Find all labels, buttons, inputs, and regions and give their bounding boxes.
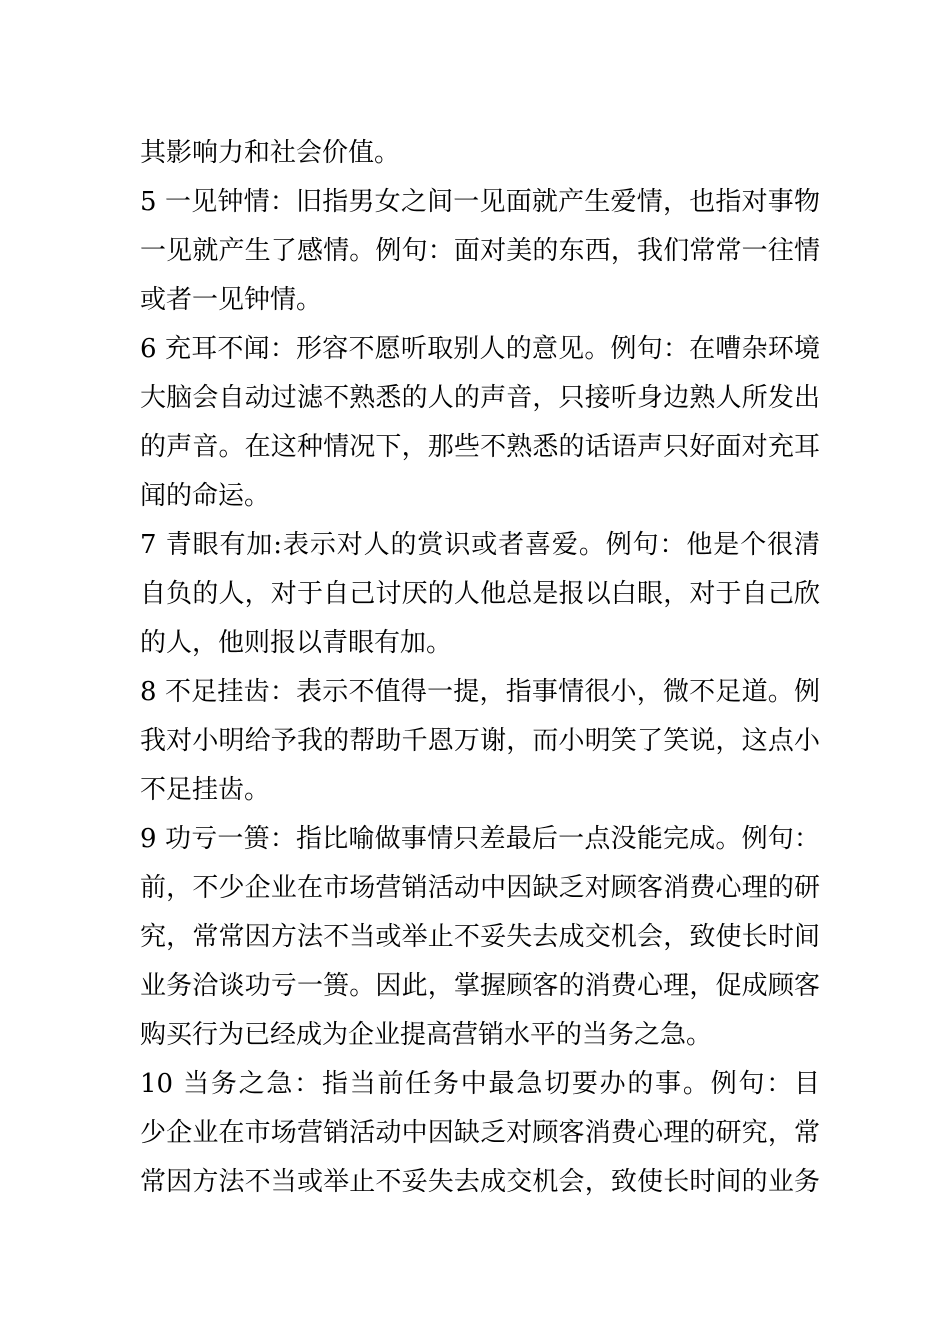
text-line: 我对小明给予我的帮助千恩万谢，而小明笑了笑说，这点小 <box>140 726 820 756</box>
text-line: 8 不足挂齿：表示不值得一提，指事情很小，微不足道。例 <box>140 677 820 707</box>
text-line: 一见就产生了感情。例句：面对美的东西，我们常常一往情 <box>140 236 820 266</box>
text-line: 闻的命运。 <box>140 481 271 511</box>
text-line: 9 功亏一篑：指比喻做事情只差最后一点没能完成。例句： <box>140 824 820 854</box>
text-line: 大脑会自动过滤不熟悉的人的声音，只接听身边熟人所发出 <box>140 383 820 413</box>
text-line: 常因方法不当或举止不妥失去成交机会，致使长时间的业务 <box>140 1167 820 1197</box>
text-line: 的人，他则报以青眼有加。 <box>140 628 453 658</box>
text-line: 业务洽谈功亏一篑。因此，掌握顾客的消费心理，促成顾客 <box>140 971 820 1001</box>
text-line: 购买行为已经成为企业提高营销水平的当务之急。 <box>140 1020 713 1050</box>
text-line: 少企业在市场营销活动中因缺乏对顾客消费心理的研究，常 <box>140 1118 820 1148</box>
text-line: 究，常常因方法不当或举止不妥失去成交机会，致使长时间 <box>140 922 820 952</box>
text-line: 10 当务之急：指当前任务中最急切要办的事。例句：目 <box>140 1069 820 1099</box>
text-line: 或者一见钟情。 <box>140 285 323 315</box>
text-line: 自负的人，对于自己讨厌的人他总是报以白眼，对于自己欣 <box>140 579 820 609</box>
text-line: 6 充耳不闻：形容不愿听取别人的意见。例句：在嘈杂环境 <box>140 334 820 364</box>
document-body <box>140 129 820 1207</box>
text-line: 7 青眼有加:表示对人的赏识或者喜爱。例句：他是个很清 <box>140 530 820 560</box>
text-line: 的声音。在这种情况下，那些不熟悉的话语声只好面对充耳 <box>140 432 820 462</box>
text-line: 其影响力和社会价值。 <box>140 138 401 168</box>
text-line: 不足挂齿。 <box>140 775 271 805</box>
text-line: 5 一见钟情：旧指男女之间一见面就产生爱情，也指对事物 <box>140 187 820 217</box>
text-line: 前，不少企业在市场营销活动中因缺乏对顾客消费心理的研 <box>140 873 820 903</box>
